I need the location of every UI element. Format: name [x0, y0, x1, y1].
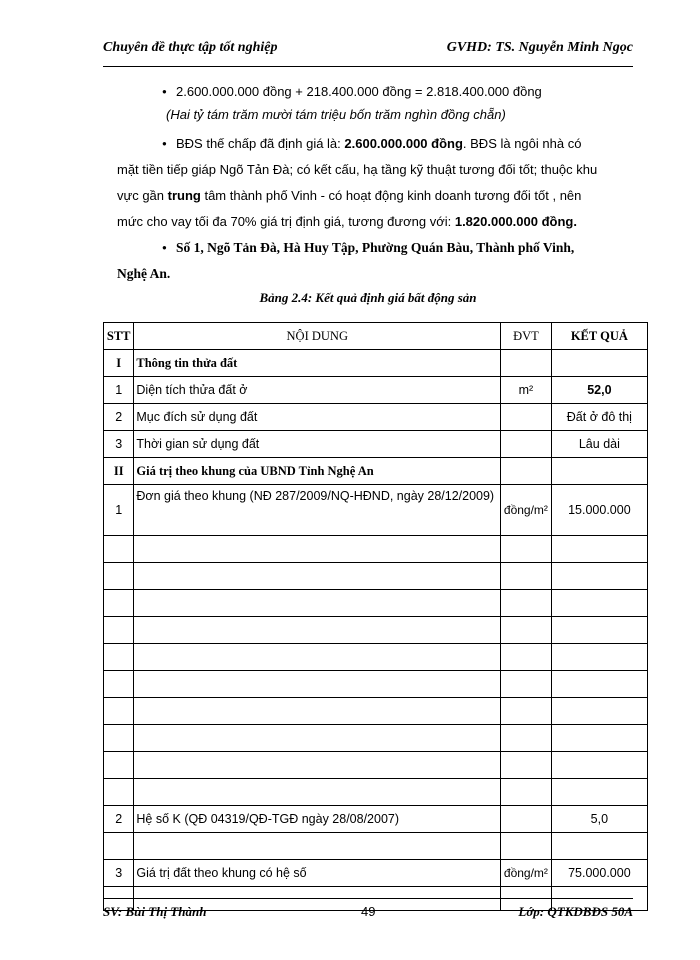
footer-class: Lớp: QTKDBĐS 50A: [518, 904, 633, 919]
table-row-empty: [104, 644, 648, 671]
table-row-empty: [104, 671, 648, 698]
table-row-empty: [104, 698, 648, 725]
table-caption: Bảng 2.4: Kết quả định giá bất động sản: [259, 290, 477, 305]
header-supervisor: GVHD: TS. Nguyễn Minh Ngọc: [446, 40, 633, 55]
table-row: 2 Hệ số K (QĐ 04319/QĐ-TGĐ ngày 28/08/2007) 5,0: [104, 806, 648, 833]
header-title: Chuyên đề thực tập tốt nghiệp: [103, 40, 278, 55]
table-row-empty: [104, 563, 648, 590]
footer-divider: [103, 898, 633, 899]
table-row: II Giá trị theo khung của UBND Tỉnh Nghệ An: [104, 458, 648, 485]
table-header-row: [104, 323, 648, 350]
footer-student: SV: Bùi Thị Thành: [103, 904, 207, 919]
table-row-empty: [104, 752, 648, 779]
table-row-empty: [104, 779, 648, 806]
table-row: 1 Đơn giá theo khung (NĐ 287/2009/NQ-HĐND, ngày 28/12/2009) đồng/m² 15.000.000: [104, 485, 648, 536]
col-content: NỘI DUNG: [134, 323, 501, 350]
table-row-empty: [104, 833, 648, 860]
table-row: 1 Diện tích thửa đất ở m² 52,0: [104, 377, 648, 404]
table-row: 2 Mục đích sử dụng đất Đất ở đô thị: [104, 404, 648, 431]
table-row-empty: [104, 536, 648, 563]
page-header: [103, 40, 633, 62]
table-row-empty: [104, 617, 648, 644]
col-stt: STT: [104, 323, 134, 350]
calc-line: ● 2.600.000.000 đồng + 218.400.000 đồng = 2.818.400.000 đồng: [176, 82, 542, 102]
paragraph-valuation-line2: mặt tiền tiếp giáp Ngõ Tản Đà; có kết cấu, hạ tầng kỹ thuật tương đối tốt; thuộc khu: [117, 162, 598, 177]
col-result: KẾT QUẢ: [551, 323, 647, 350]
valuation-table: [103, 322, 648, 911]
table-row: 3 Giá trị đất theo khung có hệ số đồng/m² 75.000.000: [104, 860, 648, 887]
page-footer: [103, 904, 633, 924]
property-address: ● Số 1, Ngõ Tản Đà, Hà Huy Tập, Phường Quán Bàu, Thành phố Vinh,: [176, 238, 574, 258]
property-address-line2: Nghệ An.: [117, 266, 171, 281]
table-row-empty: [104, 725, 648, 752]
page-number: 49: [361, 904, 376, 919]
paragraph-valuation-line4: mức cho vay tối đa 70% giá trị định giá, tương đương với: 1.820.000.000 đồng.: [117, 214, 577, 229]
table-row: 3 Thời gian sử dụng đất Lâu dài: [104, 431, 648, 458]
header-divider: [103, 66, 633, 67]
table-row: I Thông tin thửa đất: [104, 350, 648, 377]
paragraph-valuation-line3: vực gần trung tâm thành phố Vinh - có hoạt động kinh doanh tương đối tốt , nên: [117, 188, 582, 203]
col-unit: ĐVT: [501, 323, 552, 350]
paragraph-valuation: ● BĐS thế chấp đã định giá là: 2.600.000.000 đồng. BĐS là ngôi nhà có: [176, 134, 631, 154]
table-row-empty: [104, 590, 648, 617]
amount-in-words: (Hai tỷ tám trăm mười tám triệu bốn trăm nghìn đồng chẵn): [166, 107, 506, 122]
